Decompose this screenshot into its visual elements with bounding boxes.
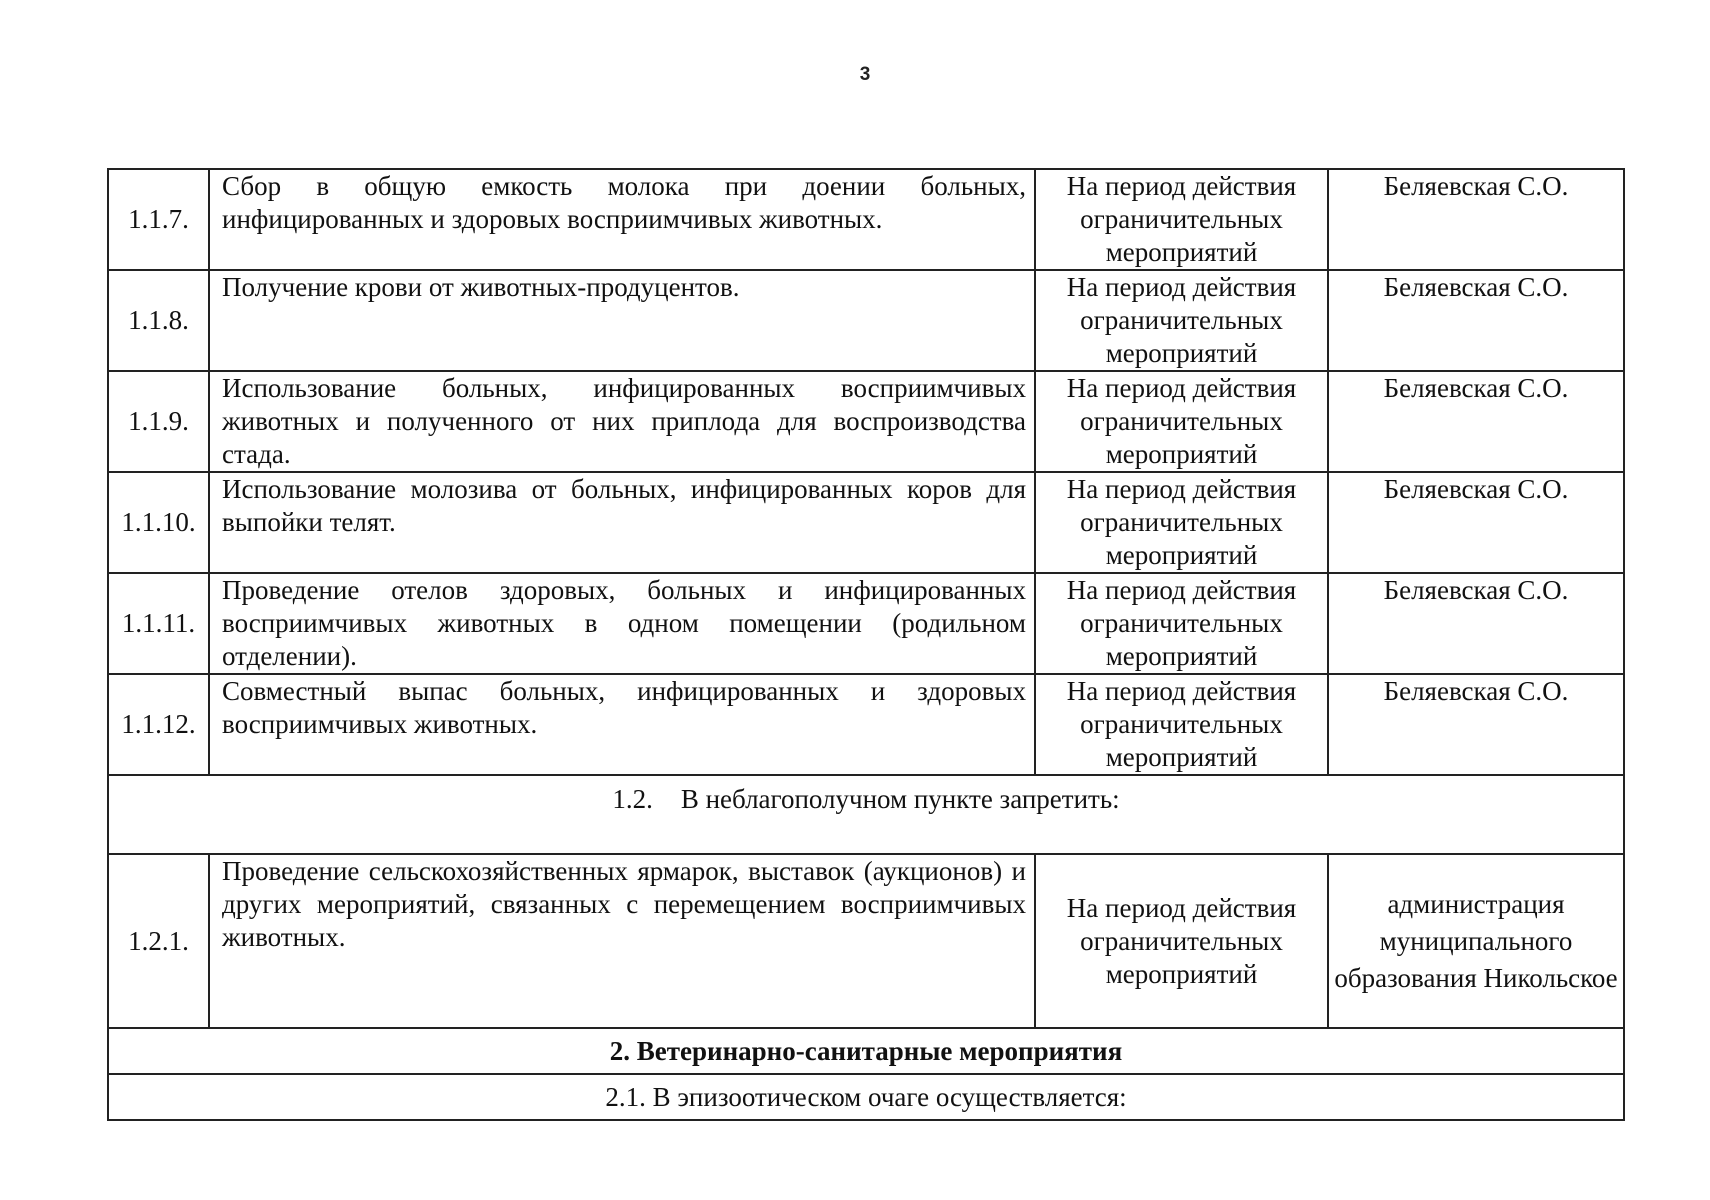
table-row (108, 674, 1624, 775)
item-description: Использование больных, инфицированных восприимчивых животных и полученного от них приплода для воспроизводства стада. (209, 371, 1035, 472)
section-2-1-heading: 2.1. В эпизоотическом очаге осуществляется: (108, 1074, 1624, 1120)
measures-table (107, 168, 1625, 1121)
section-row-1-2 (108, 775, 1624, 854)
item-description: Сбор в общую емкость молока при доении больных, инфицированных и здоровых восприимчивых животных. (209, 169, 1035, 270)
item-number: 1.1.11. (108, 573, 209, 674)
item-responsible: Беляевская С.О. (1328, 674, 1624, 775)
item-responsible: Беляевская С.О. (1328, 573, 1624, 674)
item-responsible: Беляевская С.О. (1328, 472, 1624, 573)
item-description: Совместный выпас больных, инфицированных и здоровых восприимчивых животных. (209, 674, 1035, 775)
item-number: 1.2.1. (108, 854, 209, 1028)
item-period: На период действия ограничительных мероприятий (1035, 472, 1328, 573)
table-row (108, 169, 1624, 270)
item-period: На период действия ограничительных мероприятий (1035, 854, 1328, 1028)
item-period: На период действия ограничительных мероприятий (1035, 371, 1328, 472)
section-2-heading: 2. Ветеринарно-санитарные мероприятия (108, 1028, 1624, 1074)
item-number: 1.1.10. (108, 472, 209, 573)
item-period: На период действия ограничительных мероприятий (1035, 169, 1328, 270)
section-1-2-number: 1.2. (612, 784, 653, 814)
table-row (108, 472, 1624, 573)
item-number: 1.1.8. (108, 270, 209, 371)
section-1-2-title: В неблагополучном пункте запретить: (680, 784, 1120, 814)
item-responsible: Беляевская С.О. (1328, 169, 1624, 270)
item-description: Проведение отелов здоровых, больных и инфицированных восприимчивых животных в одном помещении (родильном отделении). (209, 573, 1035, 674)
item-number: 1.1.12. (108, 674, 209, 775)
item-responsible: администрация муниципального образования Никольское (1328, 854, 1624, 1028)
section-row-2-1 (108, 1074, 1624, 1120)
section-1-2-heading (108, 775, 1624, 854)
table-row (108, 371, 1624, 472)
item-number: 1.1.9. (108, 371, 209, 472)
item-responsible: Беляевская С.О. (1328, 371, 1624, 472)
section-row-2 (108, 1028, 1624, 1074)
table-row (108, 854, 1624, 1028)
table-row (108, 270, 1624, 371)
item-period: На период действия ограничительных мероприятий (1035, 674, 1328, 775)
item-period: На период действия ограничительных мероприятий (1035, 573, 1328, 674)
page-number: 3 (859, 64, 871, 85)
item-number: 1.1.7. (108, 169, 209, 270)
item-description: Получение крови от животных-продуцентов. (209, 270, 1035, 371)
item-description: Использование молозива от больных, инфицированных коров для выпойки телят. (209, 472, 1035, 573)
item-responsible: Беляевская С.О. (1328, 270, 1624, 371)
item-description: Проведение сельскохозяйственных ярмарок, выставок (аукционов) и других мероприятий, связанных с перемещением восприимчивых животных. (209, 854, 1035, 1028)
table-row (108, 573, 1624, 674)
item-period: На период действия ограничительных мероприятий (1035, 270, 1328, 371)
